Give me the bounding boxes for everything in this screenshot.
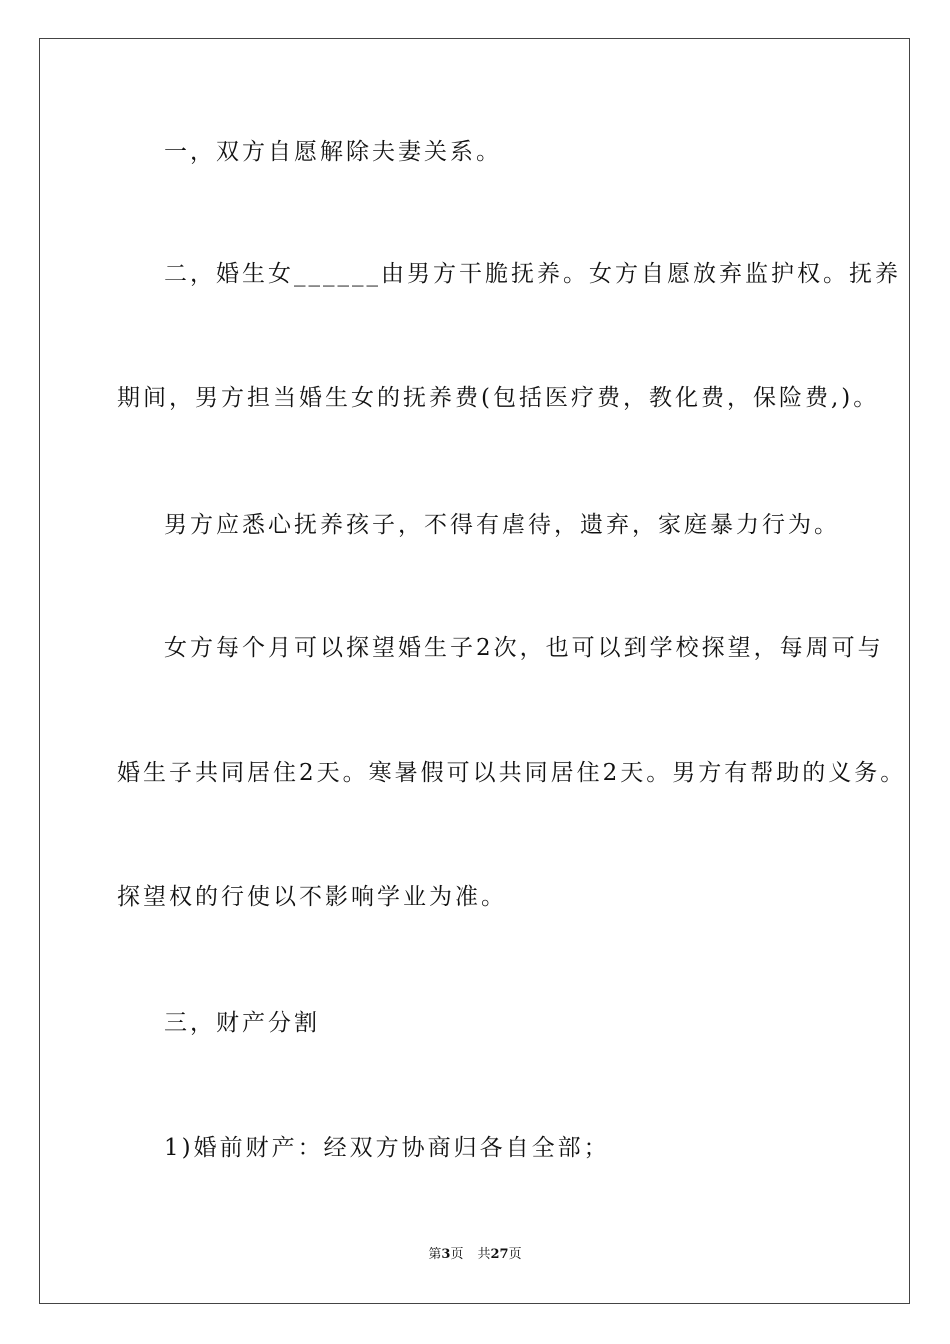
paragraph-line: 1)婚前财产：经双方协商归各自全部； bbox=[164, 1135, 610, 1161]
footer-total-pages: 27 bbox=[490, 1247, 509, 1262]
paragraph-line: 期间，男方担当婚生女的抚养费(包括医疗费，教化费，保险费,)。 bbox=[117, 385, 880, 411]
paragraph-line: 男方应悉心抚养孩子，不得有虐待，遗弃，家庭暴力行为。 bbox=[164, 512, 840, 538]
paragraph-line: 婚生子共同居住2天。寒暑假可以共同居住2天。男方有帮助的义务。 bbox=[117, 760, 907, 786]
footer-page-number: 3 bbox=[441, 1247, 451, 1262]
paragraph-line: 二，婚生女______由男方干脆抚养。女方自愿放弃监护权。抚养 bbox=[164, 261, 901, 287]
paragraph-line: 一，双方自愿解除夫妻关系。 bbox=[164, 139, 502, 165]
paragraph-line: 探望权的行使以不影响学业为准。 bbox=[117, 884, 507, 910]
footer-total-prefix: 共 bbox=[477, 1247, 491, 1262]
footer-page-prefix: 第 bbox=[428, 1247, 442, 1262]
section-heading: 三，财产分割 bbox=[164, 1010, 320, 1036]
page-border bbox=[39, 38, 910, 1304]
footer-page-suffix: 页 bbox=[450, 1247, 464, 1262]
footer-total-suffix: 页 bbox=[508, 1247, 522, 1262]
paragraph-line: 女方每个月可以探望婚生子2次，也可以到学校探望，每周可与 bbox=[164, 635, 884, 661]
page-footer bbox=[0, 1246, 950, 1264]
